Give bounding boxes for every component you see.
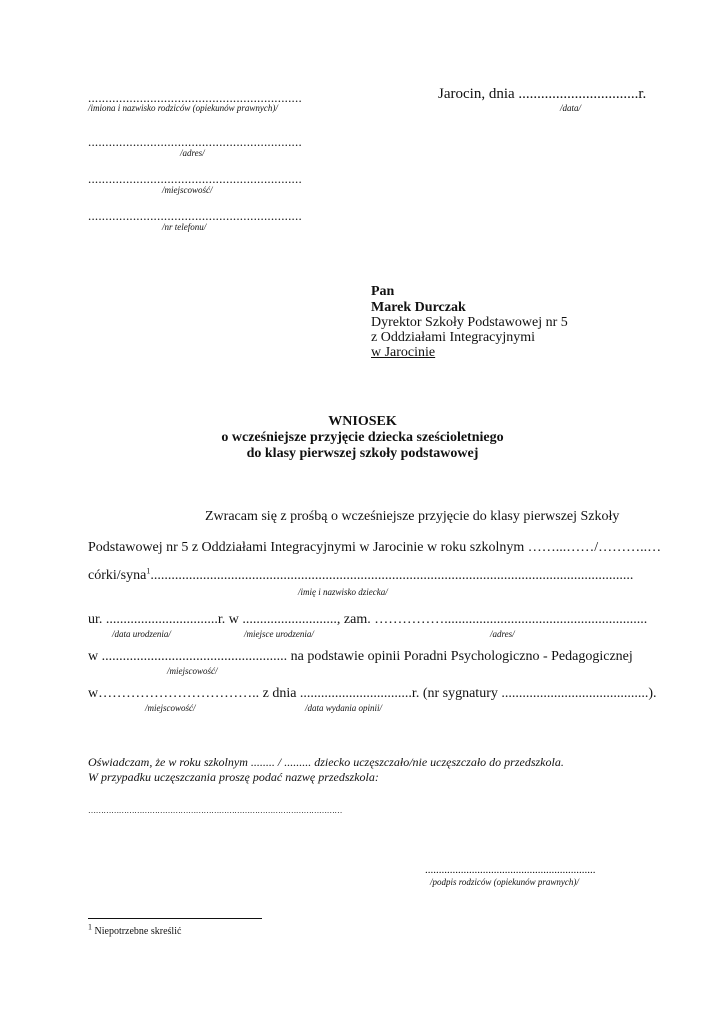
signature-caption: /podpis rodziców (opiekunów prawnych)/	[430, 877, 579, 887]
parent-name-line: ..............................................................	[88, 90, 302, 105]
place-date: Jarocin, dnia ................................r.	[438, 86, 647, 102]
footnote-mark: 1	[88, 922, 92, 932]
address-caption: /adres/	[180, 148, 205, 158]
child-prefix: córki/syna	[88, 568, 147, 583]
parent-name-caption: /imiona i nazwisko rodziców (opiekunów prawnych)/	[88, 103, 278, 113]
signature-line: ..............................................................	[425, 864, 596, 876]
recipient-school: z Oddziałami Integracyjnymi	[371, 330, 536, 345]
document-title: WNIOSEK	[328, 414, 397, 429]
issue-line: w…………………………….. z dnia ................................r. (nr sygnatury ..........................................).	[88, 686, 657, 701]
document-subtitle-1: o wcześniejsze przyjęcie dziecka sześcioletniego	[221, 430, 504, 445]
child-dots: ..........................................................................................................................................	[150, 568, 634, 583]
recipient-name: Marek Durczak	[371, 300, 466, 315]
locality-line: ..............................................................	[88, 171, 302, 186]
child-caption: /imię i nazwisko dziecka/	[298, 587, 388, 597]
footnote-ref: 1	[146, 566, 151, 576]
footnote	[88, 922, 182, 937]
document-subtitle-2: do klasy pierwszej szkoły podstawowej	[246, 446, 479, 461]
recipient-salutation: Pan	[371, 284, 395, 299]
recipient-city: w Jarocinie	[371, 345, 436, 360]
address-caption: /adres/	[490, 629, 515, 639]
address-line: ..............................................................	[88, 134, 302, 149]
locality-caption: /miejscowość/	[162, 185, 213, 195]
body-paragraph-2: Podstawowej nr 5 z Oddziałami Integracyjnymi w Jarocinie w roku szkolnym ……...……/………..…	[88, 540, 662, 555]
date-caption: /data/	[560, 103, 582, 113]
issue-date-caption: /data wydania opinii/	[305, 703, 383, 713]
recipient-position: Dyrektor Szkoły Podstawowej nr 5	[371, 315, 568, 330]
footnote-rule	[88, 918, 262, 919]
birth-date-caption: /data urodzenia/	[112, 629, 171, 639]
issue-locality-caption: /miejscowość/	[145, 703, 196, 713]
declaration-line-2: W przypadku uczęszczania proszę podać nazwę przedszkola:	[88, 770, 379, 784]
footnote-text: Niepotrzebne skreślić	[94, 926, 182, 937]
declaration-line-1: Oświadczam, że w roku szkolnym ........ / ......... dziecko uczęszczało/nie uczęszczało do przedszkola.	[88, 755, 564, 769]
birth-line: ur. ................................r. w ..........................., zam. ……………..........................................................	[88, 612, 648, 627]
opinion-locality-caption: /miejscowość/	[167, 666, 218, 676]
child-line	[88, 568, 633, 584]
birth-place-caption: /miejsce urodzenia/	[244, 629, 314, 639]
kindergarten-dots: ………………………………………………………………………………………	[88, 806, 343, 815]
phone-line: ..............................................................	[88, 208, 302, 223]
phone-caption: /nr telefonu/	[162, 222, 207, 232]
body-paragraph-1: Zwracam się z prośbą o wcześniejsze przyjęcie do klasy pierwszej Szkoły	[205, 509, 620, 524]
opinion-line: w ..................................................... na podstawie opinii Poradni Psychologiczno - Pedagogicznej	[88, 649, 633, 664]
